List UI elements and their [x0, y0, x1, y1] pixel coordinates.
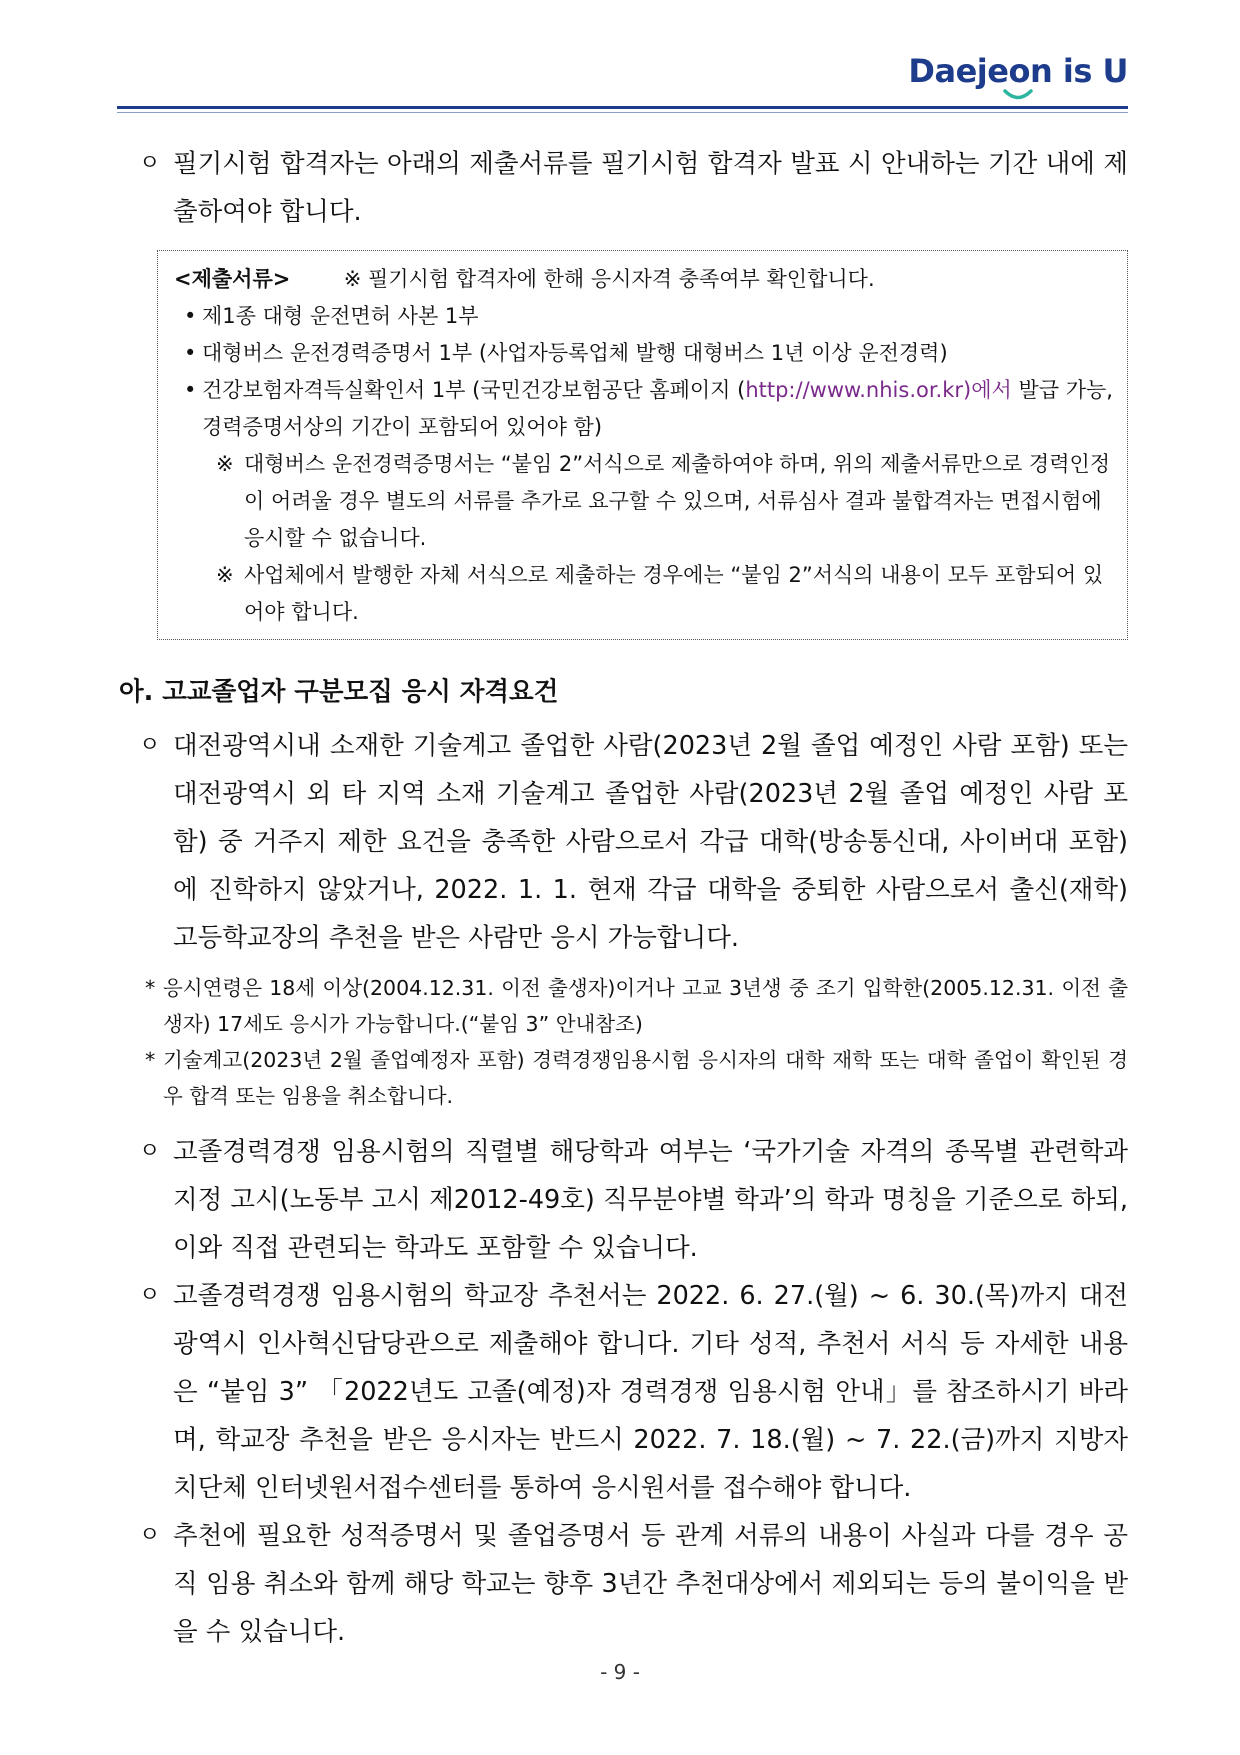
document-item-text: 대형버스 운전경력증명서 1부 (사업자등록업체 발행 대형버스 1년 이상 운전경력)	[202, 341, 948, 365]
item-dot: •	[184, 378, 197, 402]
documents-box	[157, 250, 1128, 640]
penalty-text: 추천에 필요한 성적증명서 및 졸업증명서 등 관계 서류의 내용이 사실과 다를 경우 공직 임용 취소와 함께 해당 학교는 향후 3년간 추천대상에서 제외되는 등의 불이익을 받을 수 있습니다.	[173, 1521, 1128, 1647]
note-mark: ※	[216, 563, 234, 587]
footnote-text: 응시연령은 18세 이상(2004.12.31. 이전 출생자)이거나 고교 3년생 중 조기 입학한(2005.12.31. 이전 출생자) 17세도 응시가 가능합니다.(“붙임 3” 안내참조)	[163, 976, 1128, 1036]
intro-paragraph	[117, 140, 1128, 236]
penalty-paragraph	[117, 1512, 1128, 1656]
circle-bullet: ㅇ	[139, 1139, 161, 1164]
recommendation-paragraph	[117, 1272, 1128, 1512]
item-dot: •	[184, 304, 197, 328]
requirement-paragraph	[117, 722, 1128, 962]
note-mark: ※	[216, 452, 234, 476]
department-paragraph	[117, 1128, 1128, 1272]
document-item	[174, 298, 1113, 335]
logo-text: Daejeon is U	[908, 52, 1128, 90]
circle-bullet: ㅇ	[139, 733, 161, 758]
page-number: - 9 -	[600, 1660, 640, 1684]
document-note	[174, 557, 1113, 631]
header-rule	[117, 106, 1128, 109]
documents-box-title-note: ※ 필기시험 합격자에 한해 응시자격 충족여부 확인합니다.	[343, 267, 875, 291]
document-note-text: 사업체에서 발행한 자체 서식으로 제출하는 경우에는 “붙임 2”서식의 내용이 모두 포함되어 있어야 합니다.	[244, 563, 1104, 624]
documents-box-title-line	[174, 261, 1113, 298]
department-text: 고졸경력경쟁 임용시험의 직렬별 해당학과 여부는 ‘국가기술 자격의 종목별 관련학과 지정 고시(노동부 고시 제2012-49호) 직무분야별 학과’의 학과 명칭을 기준으로 하되, 이와 직접 관련되는 학과도 포함할 수 있습니다.	[173, 1137, 1128, 1263]
smile-icon	[1002, 88, 1034, 102]
circle-bullet: ㅇ	[139, 1523, 161, 1548]
document-item-health	[174, 372, 1113, 446]
footnote-mark: *	[145, 1048, 156, 1072]
recommendation-text: 고졸경력경쟁 임용시험의 학교장 추천서는 2022. 6. 27.(월) ~ 6. 30.(목)까지 대전광역시 인사혁신담당관으로 제출해야 합니다. 기타 성적, 추천서 서식 등 자세한 내용은 “붙임 3” 「2022년도 고졸(예정)자 경력경쟁 임용시험 안내」를 참조하시기 바라며, 학교장 추천을 받은 응시자는 반드시 2022. 7. 18.(월) ~ 7. 22.(금)까지 지방자치단체 인터넷원서접수센터를 통하여 응시원서를 접수해야 합니다.	[173, 1281, 1128, 1503]
nhis-link[interactable]: http://www.nhis.or.kr)에서	[745, 378, 1012, 402]
item-dot: •	[184, 341, 197, 365]
documents-box-title: <제출서류>	[174, 267, 291, 291]
document-item-text: 제1종 대형 운전면허 사본 1부	[202, 304, 479, 328]
document-item	[174, 335, 1113, 372]
requirement-text: 대전광역시내 소재한 기술계고 졸업한 사람(2023년 2월 졸업 예정인 사람 포함) 또는 대전광역시 외 타 지역 소재 기술계고 졸업한 사람(2023년 2월 졸업 예정인 사람 포함) 중 거주지 제한 요건을 충족한 사람으로서 각급 대학(방송통신대, 사이버대 포함)에 진학하지 않았거나, 2022. 1. 1. 현재 각급 대학을 중퇴한 사람으로서 출신(재학) 고등학교장의 추천을 받은 사람만 응시 가능합니다.	[173, 731, 1128, 953]
footnote	[117, 1042, 1128, 1114]
main-content	[117, 140, 1128, 1656]
daejeon-logo	[908, 52, 1128, 90]
health-item-after: 발급 가능, 경력증명서상의 기간이 포함되어 있어야 함)	[202, 378, 1113, 439]
footnote	[117, 970, 1128, 1042]
circle-bullet: ㅇ	[139, 151, 161, 176]
section-title: 아. 고교졸업자 구분모집 응시 자격요건	[119, 677, 559, 707]
document-note-text: 대형버스 운전경력증명서는 “붙임 2”서식으로 제출하여야 하며, 위의 제출서류만으로 경력인정이 어려울 경우 별도의 서류를 추가로 요구할 수 있으며, 서류심사 결과 불합격자는 면접시험에 응시할 수 없습니다.	[244, 452, 1111, 550]
circle-bullet: ㅇ	[139, 1283, 161, 1308]
document-note	[174, 446, 1113, 557]
intro-text: 필기시험 합격자는 아래의 제출서류를 필기시험 합격자 발표 시 안내하는 기간 내에 제출하여야 합니다.	[173, 149, 1128, 227]
footnote-mark: *	[145, 976, 156, 1000]
header-rule-thin	[117, 112, 1128, 113]
health-item-before: 건강보험자격득실확인서 1부 (국민건강보험공단 홈페이지 (	[202, 378, 746, 402]
footnote-text: 기술계고(2023년 2월 졸업예정자 포함) 경력경쟁임용시험 응시자의 대학 재학 또는 대학 졸업이 확인된 경우 합격 또는 임용을 취소합니다.	[163, 1048, 1128, 1108]
